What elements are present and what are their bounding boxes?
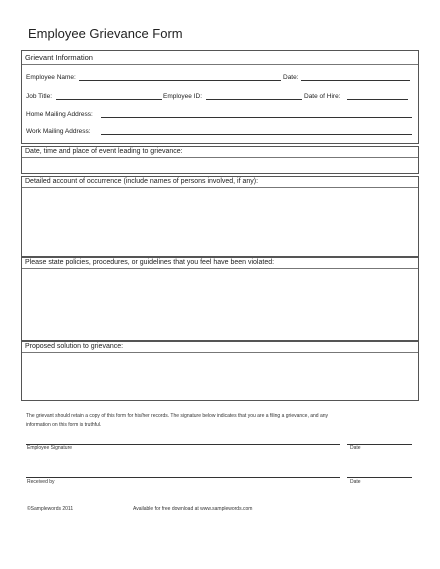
signature-date-label: Date [350,445,361,451]
work-address-field[interactable] [101,134,412,135]
account-section [21,176,419,257]
job-title-label: Job Title: [26,93,53,100]
employee-signature-label: Employee Signature [27,445,73,451]
notice-line-1: The grievant should retain a copy of this form for his/her records. The signature below indicates that you are a filing a grievance, and any [26,413,329,419]
policies-section-header: Please state policies, procedures, or guidelines that you feel have been violated: [22,258,418,269]
solution-section-header: Proposed solution to grievance: [22,342,418,353]
event-text-area[interactable] [22,158,418,174]
received-date-label: Date [350,479,361,485]
received-date-line[interactable] [347,477,412,478]
page-title: Employee Grievance Form [28,26,183,41]
employee-name-field[interactable] [79,80,281,81]
event-section [21,146,419,174]
account-section-header: Detailed account of occurrence (include names of persons involved, if any): [22,177,418,188]
date-of-hire-field[interactable] [347,99,408,100]
employee-id-field[interactable] [206,99,302,100]
event-section-header: Date, time and place of event leading to grievance: [22,147,418,158]
footer-download-note: Available for free download at www.samplewords.com [133,506,253,512]
date-field[interactable] [301,80,410,81]
account-text-area[interactable] [22,188,418,256]
date-label: Date: [283,74,299,81]
policies-text-area[interactable] [22,269,418,340]
solution-text-area[interactable] [22,353,418,400]
home-address-field[interactable] [101,117,412,118]
notice-paragraph [26,412,416,430]
footer-copyright: ©Samplewords 2011 [27,506,74,512]
job-title-field[interactable] [56,99,162,100]
work-address-label: Work Mailing Address: [26,128,91,135]
home-address-label: Home Mailing Address: [26,111,93,118]
employee-signature-line[interactable] [26,444,340,445]
received-by-line[interactable] [26,477,340,478]
solution-section [21,341,419,401]
employee-name-label: Employee Name: [26,74,76,81]
policies-section [21,257,419,341]
notice-line-2: information on this form is truthful. [26,422,102,428]
employee-id-label: Employee ID: [163,93,203,100]
grievant-info-header: Grievant Information [22,51,418,65]
received-by-label: Received by [27,479,55,485]
date-of-hire-label: Date of Hire: [304,93,341,100]
